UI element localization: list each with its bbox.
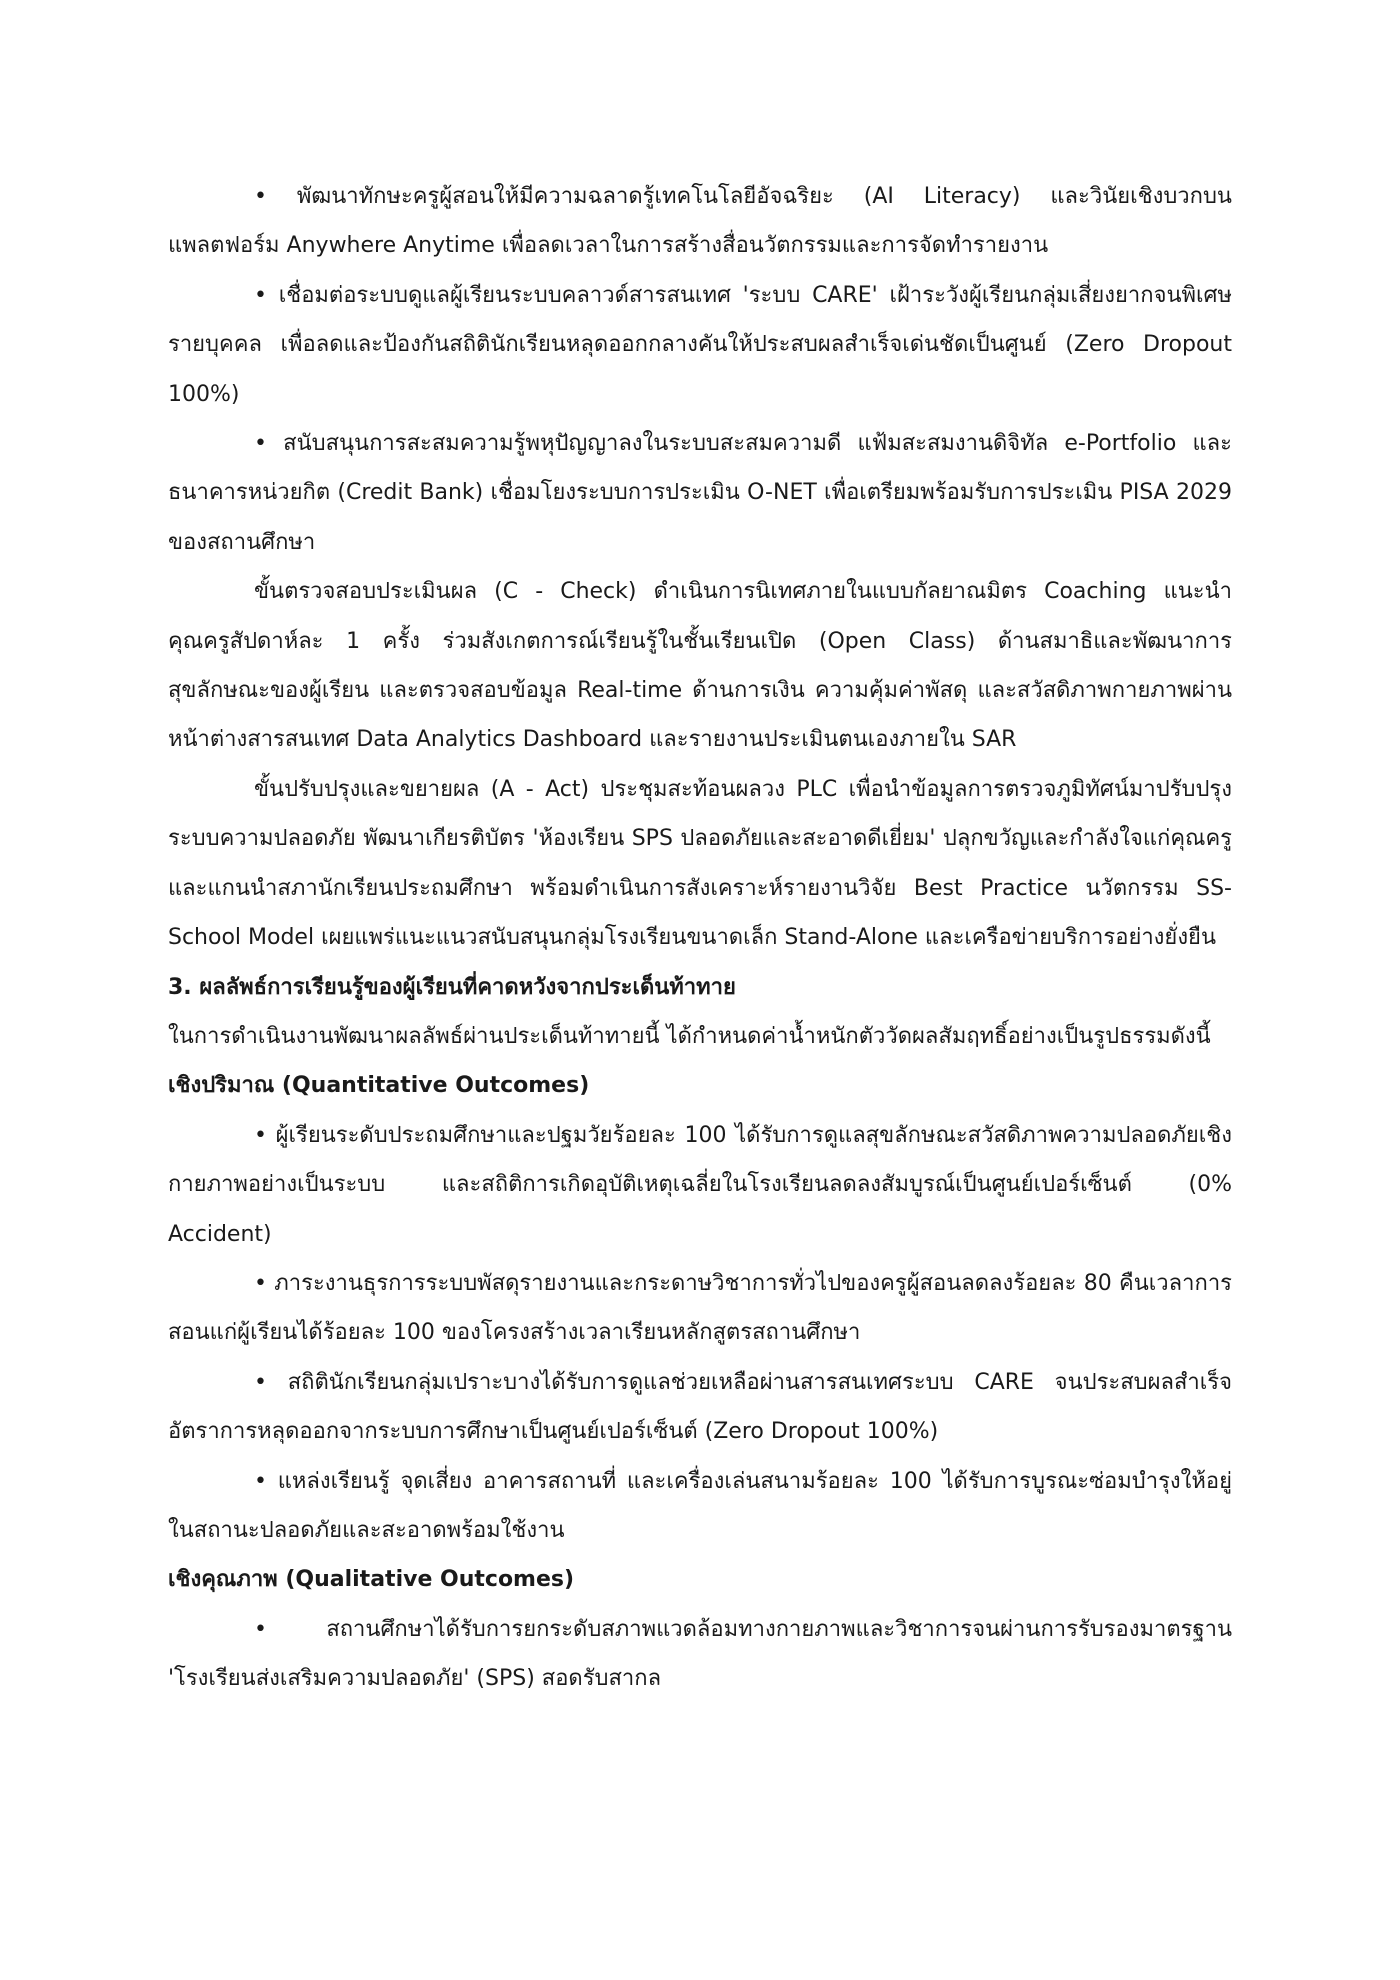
bullet-quant-dropout: • สถิตินักเรียนกลุ่มเปราะบางได้รับการดูแลช่วยเหลือผ่านสารสนเทศระบบ CARE จนประสบผลสำเร็จ อัตราการหลุดออกจากระบบการศึกษาเป็นศูนย์เปอร์เซ็นต์ (Zero Dropout 100%) — [168, 1358, 1232, 1457]
bullet-qual-sps: • สถานศึกษาได้รับการยกระดับสภาพแวดล้อมทางกายภาพและวิชาการจนผ่านการรับรองมาตรฐาน 'โรงเรียนส่งเสริมความปลอดภัย' (SPS) สอดรับสากล — [168, 1605, 1232, 1704]
paragraph-check-phase: ขั้นตรวจสอบประเมินผล (C - Check) ดำเนินการนิเทศภายในแบบกัลยาณมิตร Coaching แนะนำคุณครูสัปดาห์ละ 1 ครั้ง ร่วมสังเกตการณ์เรียนรู้ในชั้นเรียนเปิด (Open Class) ด้านสมาธิและพัฒนาการสุขลักษณะของผู้เรียน และตรวจสอบข้อมูล Real-time ด้านการเงิน ความคุ้มค่าพัสดุ และสวัสดิภาพกายภาพผ่านหน้าต่างสารสนเทศ Data Analytics Dashboard และรายงานประเมินตนเองภายใน SAR — [168, 579, 1232, 753]
bullet-care-system: • เชื่อมต่อระบบดูแลผู้เรียนระบบคลาวด์สารสนเทศ 'ระบบ CARE' เฝ้าระวังผู้เรียนกลุ่มเสี่ยงยากจนพิเศษรายบุคคล เพื่อลดและป้องกันสถิตินักเรียนหลุดออกกลางคันให้ประสบผลสำเร็จเด่นชัดเป็นศูนย์ (Zero Dropout 100%) — [168, 271, 1232, 419]
bullet-ai-literacy: • พัฒนาทักษะครูผู้สอนให้มีความฉลาดรู้เทคโนโลยีอัจฉริยะ (AI Literacy) และวินัยเชิงบวกบนแพลตฟอร์ม Anywhere Anytime เพื่อลดเวลาในการสร้างสื่อนวัตกรรมและการจัดทำรายงาน — [168, 172, 1232, 271]
paragraph-intro: ในการดำเนินงานพัฒนาผลลัพธ์ผ่านประเด็นท้าทายนี้ ได้กำหนดค่าน้ำหนักตัววัดผลสัมฤทธิ์อย่างเป็นรูปธรรมดังนี้ — [168, 1023, 1211, 1049]
bullet-quant-workload: • ภาระงานธุรการระบบพัสดุรายงานและกระดาษวิชาการทั่วไปของครูผู้สอนลดลงร้อยละ 80 คืนเวลาการสอนแก่ผู้เรียนได้ร้อยละ 100 ของโครงสร้างเวลาเรียนหลักสูตรสถานศึกษา — [168, 1259, 1232, 1358]
heading-qualitative: เชิงคุณภาพ (Qualitative Outcomes) — [168, 1567, 575, 1593]
document-page — [168, 172, 1232, 1704]
paragraph-act-phase: ขั้นปรับปรุงและขยายผล (A - Act) ประชุมสะท้อนผลวง PLC เพื่อนำข้อมูลการตรวจภูมิทัศน์มาปรับปรุงระบบความปลอดภัย พัฒนาเกียรติบัตร 'ห้องเรียน SPS ปลอดภัยและสะอาดดีเยี่ยม' ปลุกขวัญและกำลังใจแก่คุณครูและแกนนำสภานักเรียนประถมศึกษา พร้อมดำเนินการสังเคราะห์รายงานวิจัย Best Practice นวัตกรรม SS-School Model เผยแพร่แนะแนวสนับสนุนกลุ่มโรงเรียนขนาดเล็ก Stand-Alone และเครือข่ายบริการอย่างยั่งยืน — [168, 776, 1232, 951]
bullet-e-portfolio: • สนับสนุนการสะสมความรู้พหุปัญญาลงในระบบสะสมความดี แฟ้มสะสมงานดิจิทัล e-Portfolio และธนาคารหน่วยกิต (Credit Bank) เชื่อมโยงระบบการประเมิน O-NET เพื่อเตรียมพร้อมรับการประเมิน PISA 2029 ของสถานศึกษา — [168, 419, 1232, 567]
bullet-quant-facilities: • แหล่งเรียนรู้ จุดเสี่ยง อาคารสถานที่ และเครื่องเล่นสนามร้อยละ 100 ได้รับการบูรณะซ่อมบำรุงให้อยู่ในสถานะปลอดภัยและสะอาดพร้อมใช้งาน — [168, 1457, 1232, 1556]
bullet-quant-accident: • ผู้เรียนระดับประถมศึกษาและปฐมวัยร้อยละ 100 ได้รับการดูแลสุขลักษณะสวัสดิภาพความปลอดภัยเชิงกายภาพอย่างเป็นระบบ และสถิติการเกิดอุบัติเหตุเฉลี่ยในโรงเรียนลดลงสัมบูรณ์เป็นศูนย์เปอร์เซ็นต์ (0% Accident) — [168, 1111, 1232, 1259]
heading-quantitative: เชิงปริมาณ (Quantitative Outcomes) — [168, 1073, 590, 1099]
section-heading-3: 3. ผลลัพธ์การเรียนรู้ของผู้เรียนที่คาดหวังจากประเด็นท้าทาย — [168, 974, 736, 1000]
